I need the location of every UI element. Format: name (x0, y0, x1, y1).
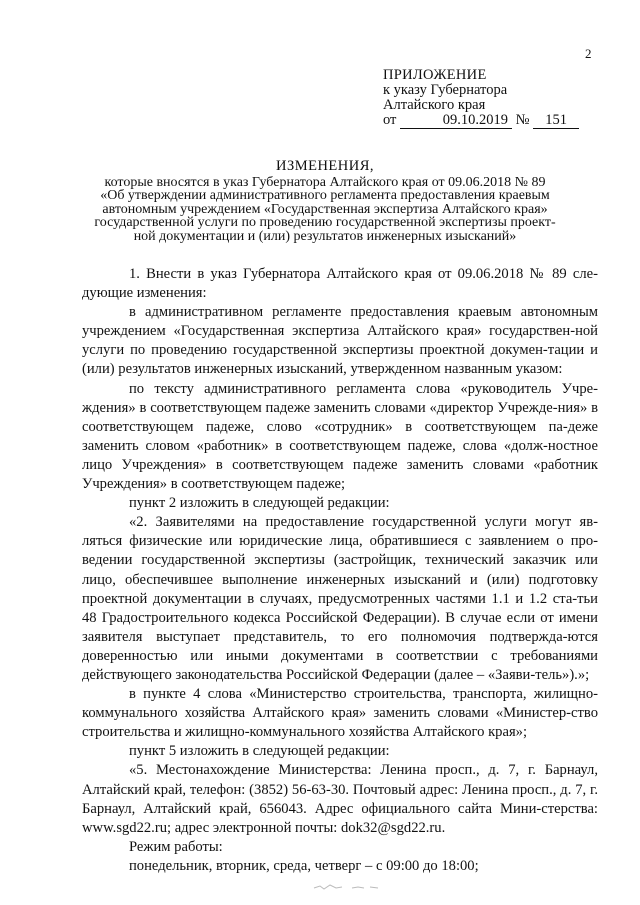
appendix-title: ПРИЛОЖЕНИЕ (383, 67, 487, 83)
paragraph: «2. Заявителями на предоставление государственной услуги могут яв-ляться физические или юридические лица, обратившиеся с заявлением о про-ведении государственной экспертизы (застройщик, технический заказчик или лицо, обеспечившее выполнение инженерных изысканий и (или) подготовку проектной документации в случаях, предусмотренных частями 1.1 и 1.2 ста-тьи 48 Градостроительного кодекса Российской Федерации). В случае если от имени заявителя выступает представитель, то его полномочия подтвержда-ются доверенностью или иными документами в соответствии с требованиями действующего законодательства Российской Федерации (далее – «Заяви-тель»).»; (82, 514, 598, 683)
decree-date: 09.10.2019 (400, 113, 512, 129)
paragraph: «5. Местонахождение Министерства: Ленина просп., д. 7, г. Барнаул, Алтайский край, телефон: (3852) 56-63-30. Почтовый адрес: Ленина просп., д. 7, г. Барнаул, Алтайский край, 656043. Адрес официального сайта Мини-стерства: www.sgd22.ru; адрес электронной почты: dok32@sgd22.ru. (82, 762, 598, 836)
document-body (82, 265, 598, 876)
heading-line: которые вносятся в указ Губернатора Алтайского края от 09.06.2018 № 89 (104, 174, 546, 190)
page-number: 2 (585, 46, 592, 61)
paragraph: по тексту административного регламента слова «руководитель Учре-ждения» в соответствующем падеже заменить словами «директор Учрежде-ния» в соответствующем падеже, слово «сотрудник» в соответствующем па-деже заменить словом «работник» в соответствующем падеже, слова «долж-ностное лицо Учреждения» в соответствующем падеже заменить словами «работник Учреждения» в соответствующем падеже; (82, 380, 598, 493)
appendix-date-row (383, 113, 579, 129)
decree-number: 151 (533, 113, 579, 129)
paragraph: в административном регламенте предоставления краевым автономным учреждением «Государственная экспертиза Алтайского края» государствен-ной услуги по проведению государственной экспертизы проектной докумен-тации и (или) результатов инженерных изысканий, утвержденном названным указом: (82, 304, 598, 378)
number-prefix: № (515, 112, 530, 128)
paragraph: пункт 2 изложить в следующей редакции: (129, 495, 390, 512)
appendix-block (383, 68, 579, 129)
date-prefix: от (383, 112, 397, 128)
scan-mark (312, 882, 384, 892)
paragraph: понедельник, вторник, среда, четверг – с 09:00 до 18:00; (129, 857, 479, 874)
paragraph: пункт 5 изложить в следующей редакции: (129, 743, 390, 760)
appendix-line: к указу Губернатора (383, 82, 508, 98)
paragraph: Режим работы: (129, 838, 223, 855)
heading-line: автономным учреждением «Государственная экспертиза Алтайского края» (102, 201, 548, 217)
heading-line: «Об утверждении административного регламента предоставления краевым (100, 188, 550, 204)
heading-line: ной документации и (или) результатов инженерных изысканий» (133, 228, 517, 244)
heading-line: государственной услуги по проведению государственной экспертизы проект- (94, 215, 556, 231)
appendix-line: Алтайского края (383, 97, 486, 113)
document-heading (82, 160, 568, 244)
paragraph: 1. Внести в указ Губернатора Алтайского края от 09.06.2018 № 89 сле-дующие изменения: (82, 266, 598, 302)
heading-title: ИЗМЕНЕНИЯ, (275, 158, 375, 174)
paragraph: в пункте 4 слова «Министерство строительства, транспорта, жилищно-коммунального хозяйства Алтайского края» заменить словами «Министер-ство строительства и жилищно-коммунального хозяйства Алтайского края»; (82, 686, 598, 741)
